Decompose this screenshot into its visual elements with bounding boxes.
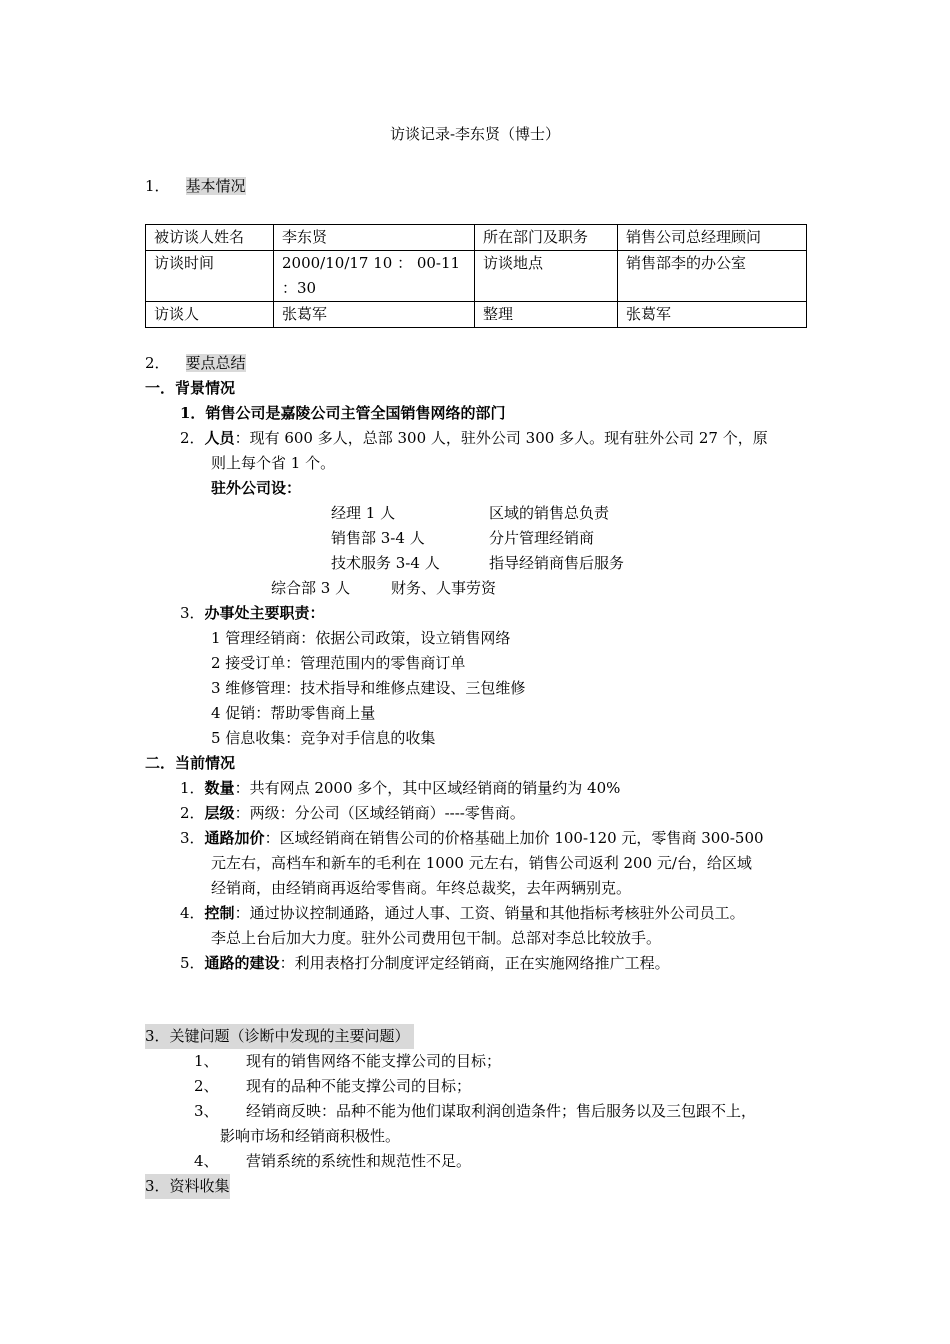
- duty-item: 2 接受订单：管理范围内的零售商订单: [211, 654, 466, 672]
- table-row: [146, 302, 807, 328]
- section-2-heading: [145, 351, 246, 376]
- duty-item: 1 管理经销商：依据公司政策，设立销售网络: [211, 629, 511, 647]
- table-cell: 销售部李的办公室: [618, 251, 807, 302]
- part-2-item: [180, 776, 620, 801]
- item-text: ：共有网点 2000 多个，其中区域经销商的销量约为 40%: [234, 779, 621, 797]
- branch-staff-heading: 驻外公司设：: [211, 479, 302, 497]
- item-text: ：现有 600 多人，总部 300 人，驻外公司 300 多人。现有驻外公司 27 个，原: [234, 429, 768, 447]
- staff-duty: 分片管理经销商: [489, 529, 595, 547]
- item-text: ：通过协议控制通路，通过人事、工资、销量和其他指标考核驻外公司员工。: [234, 904, 745, 922]
- item-number: 3．: [180, 604, 205, 622]
- item-number: 3．: [180, 829, 205, 847]
- part-2-heading: 二．当前情况: [145, 754, 236, 772]
- staff-role: 经理 1 人: [331, 504, 396, 522]
- item-label: 人员: [204, 429, 235, 447]
- duty-item: 3 维修管理：技术指导和维修点建设、三包维修: [211, 679, 526, 697]
- part-1-item-2-continued: 则上每个省 1 个。: [211, 454, 336, 472]
- item-number: 1．: [180, 404, 206, 422]
- item-label: 通路的建设: [204, 954, 280, 972]
- item-number: 5．: [180, 954, 205, 972]
- part-1-item-2: [180, 426, 768, 451]
- table-cell: 销售公司总经理顾问: [618, 225, 807, 251]
- issue-text-continued: 影响市场和经销商积极性。: [220, 1127, 401, 1145]
- table-cell: 访谈人: [146, 302, 274, 328]
- item-label: 层级: [204, 804, 235, 822]
- part-2-item-continued: 李总上台后加大力度。驻外公司费用包干制。总部对李总比较放手。: [211, 929, 662, 947]
- section-4-heading: 3．资料收集: [145, 1174, 230, 1199]
- part-1-heading: 一．背景情况: [145, 379, 236, 397]
- part-2-item: [180, 801, 525, 826]
- part-1-item-3: [180, 601, 325, 626]
- item-number: 2．: [180, 429, 205, 447]
- table-cell: 访谈时间: [146, 251, 274, 302]
- staff-role: 销售部 3-4 人: [331, 529, 425, 547]
- issue-text: 营销系统的系统性和规范性不足。: [246, 1152, 472, 1170]
- part-2-item-continued: 经销商，由经销商再返给零售商。年终总裁奖，去年两辆别克。: [211, 879, 632, 897]
- issue-text: 现有的品种不能支撑公司的目标；: [246, 1077, 472, 1095]
- table-cell: 张葛军: [618, 302, 807, 328]
- item-text: 办事处主要职责：: [204, 604, 325, 622]
- section-1-heading: [145, 174, 246, 199]
- table-cell: 张葛军: [274, 302, 475, 328]
- part-1-item-1: [180, 401, 505, 426]
- interview-info-table: [145, 224, 807, 328]
- issue-number: 2、: [194, 1077, 219, 1095]
- item-label: 控制: [204, 904, 235, 922]
- staff-duty: 指导经销商售后服务: [489, 554, 625, 572]
- part-2-item: [180, 951, 670, 976]
- part-2-item-continued: 元左右，高档车和新车的毛利在 1000 元左右，销售公司返利 200 元/台，给区域: [211, 854, 752, 872]
- table-cell: 2000/10/17 10 ： 00-11 ：30: [274, 251, 475, 302]
- table-cell: 李东贤: [274, 225, 475, 251]
- issue-number: 3、: [194, 1102, 219, 1120]
- section-3-heading: 3．关键问题（诊断中发现的主要问题）: [145, 1024, 414, 1049]
- table-cell: 所在部门及职务: [475, 225, 618, 251]
- item-text: ：利用表格打分制度评定经销商，正在实施网络推广工程。: [279, 954, 670, 972]
- item-text: ：两级：分公司（区域经销商）----零售商。: [234, 804, 525, 822]
- item-text: ：区域经销商在销售公司的价格基础上加价 100-120 元，零售商 300-500: [264, 829, 764, 847]
- issue-number: 1、: [194, 1052, 219, 1070]
- staff-duty: 区域的销售总负责: [489, 504, 610, 522]
- section-1-number: 1．: [145, 177, 170, 195]
- table-row: [146, 225, 807, 251]
- section-2-title: 要点总结: [185, 354, 246, 372]
- staff-role: 技术服务 3-4 人: [331, 554, 440, 572]
- issue-text: 经销商反映：品种不能为他们谋取利润创造条件；售后服务以及三包跟不上，: [246, 1102, 757, 1120]
- table-row: [146, 251, 807, 302]
- duty-item: 5 信息收集：竞争对手信息的收集: [211, 729, 436, 747]
- issue-text: 现有的销售网络不能支撑公司的目标；: [246, 1052, 502, 1070]
- section-2-number: 2．: [145, 354, 170, 372]
- part-2-item: [180, 901, 745, 926]
- part-2-item: [180, 826, 764, 851]
- item-label: 数量: [204, 779, 235, 797]
- section-1-title: 基本情况: [185, 177, 246, 195]
- table-cell: 被访谈人姓名: [146, 225, 274, 251]
- staff-role: 综合部 3 人: [271, 579, 351, 597]
- item-label: 通路加价: [204, 829, 265, 847]
- item-number: 4．: [180, 904, 205, 922]
- staff-duty: 财务、人事劳资: [391, 579, 497, 597]
- duty-item: 4 促销：帮助零售商上量: [211, 704, 376, 722]
- page-title: 访谈记录-李东贤（博士）: [389, 125, 561, 143]
- item-number: 2．: [180, 804, 205, 822]
- issue-number: 4、: [194, 1152, 219, 1170]
- item-text: 销售公司是嘉陵公司主管全国销售网络的部门: [205, 404, 506, 422]
- table-cell: 整理: [475, 302, 618, 328]
- item-number: 1．: [180, 779, 205, 797]
- table-cell: 访谈地点: [475, 251, 618, 302]
